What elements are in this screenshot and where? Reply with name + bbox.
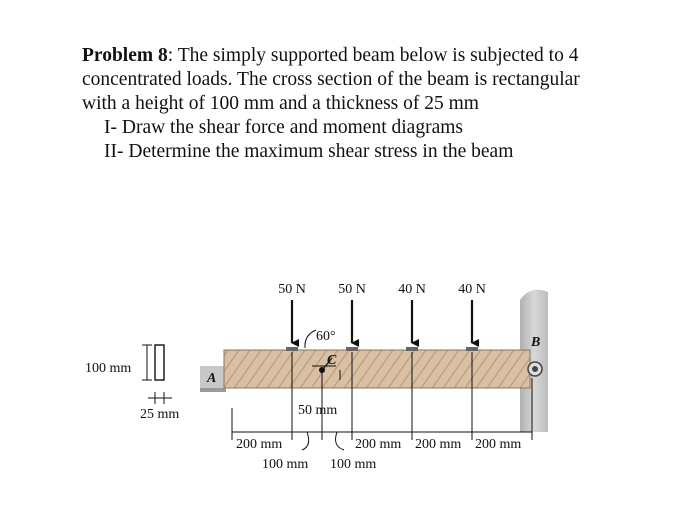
problem-intro: : The simply supported beam below is subjected to 4	[167, 45, 579, 66]
problem-line-2: concentrated loads. The cross section of the beam is rectangular	[82, 69, 580, 90]
load-label-3: 40 N	[398, 282, 426, 297]
beam	[224, 350, 530, 388]
load-label-1: 50 N	[278, 282, 306, 297]
angle-label: 60°	[316, 329, 336, 344]
span-label-2: 200 mm	[355, 437, 402, 452]
angle-arc	[305, 330, 316, 348]
subspan-label-1: 100 mm	[262, 457, 309, 472]
subspan-label-2: 100 mm	[330, 457, 377, 472]
subspan-leader-2	[336, 432, 344, 450]
load-plate-2	[346, 347, 358, 351]
load-label-2: 50 N	[338, 282, 366, 297]
offset-label: 50 mm	[298, 403, 338, 418]
span-label-1: 200 mm	[236, 437, 283, 452]
point-c-label: C	[327, 353, 337, 368]
left-wall-base	[200, 388, 226, 392]
load-label-4: 40 N	[458, 282, 486, 297]
task-1: I- Draw the shear force and moment diagrams	[104, 117, 463, 138]
support-b-label: B	[531, 335, 541, 350]
load-plate-1	[286, 347, 298, 351]
load-plate-4	[466, 347, 478, 351]
span-label-4: 200 mm	[475, 437, 522, 452]
load-plate-3	[406, 347, 418, 351]
cross-section	[155, 345, 164, 380]
section-height-label: 100 mm	[85, 361, 132, 376]
support-a-label: A	[207, 371, 217, 386]
problem-line-3: with a height of 100 mm and a thickness of 25 mm	[82, 93, 479, 114]
pin-b-inner	[532, 366, 538, 372]
problem-label: Problem 8	[82, 45, 168, 66]
span-label-3: 200 mm	[415, 437, 462, 452]
task-2: II- Determine the maximum shear stress in the beam	[104, 141, 514, 162]
subspan-leader-1	[302, 432, 309, 450]
section-width-label: 25 mm	[140, 407, 180, 422]
